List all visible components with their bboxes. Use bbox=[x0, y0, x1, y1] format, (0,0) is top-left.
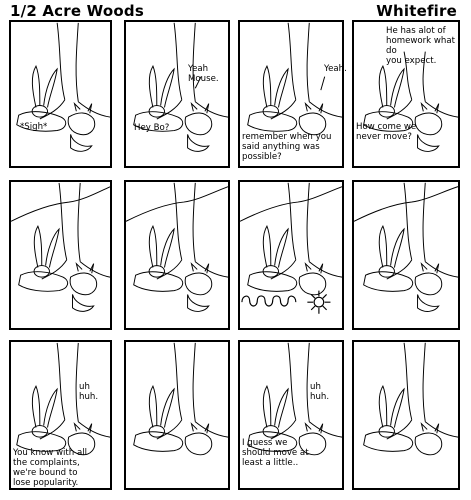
rabbit-fox-tree-drawing bbox=[11, 22, 110, 166]
panel-1-3 bbox=[238, 20, 347, 168]
panel-1-1-caption: *Sigh* bbox=[20, 122, 48, 132]
spring-coil-icon bbox=[242, 296, 296, 306]
panel-1-2-speech-yeah-mouse: Yeah Mouse. bbox=[188, 64, 219, 84]
panel-2-3 bbox=[238, 180, 344, 330]
rabbit-fox-tree-drawing bbox=[126, 342, 228, 488]
rabbit-fox-tree-drawing bbox=[126, 182, 228, 328]
panel-1-3-speech-yeah: Yeah. bbox=[324, 64, 347, 74]
panel-3-3 bbox=[238, 340, 344, 490]
rabbit-fox-tree-drawing bbox=[354, 182, 458, 328]
panel-3-3-speech-move-little: I guess we should move at least a little.. bbox=[242, 438, 309, 468]
panel-3-1-speech-uh-huh: uh huh. bbox=[79, 382, 99, 402]
panel-3-1-speech-complaints: You know with all the complaints, we're bound to lose popularity. bbox=[13, 448, 87, 488]
panel-3-2 bbox=[124, 340, 230, 490]
panel-2-2 bbox=[124, 180, 230, 330]
panel-1-2-speech-hey-bo: Hey Bo? bbox=[134, 123, 170, 133]
panel-3-4 bbox=[352, 340, 460, 490]
comic-title: 1/2 Acre Woods bbox=[10, 2, 144, 20]
panel-1-4 bbox=[352, 20, 460, 168]
panel-2-4 bbox=[352, 180, 460, 330]
panel-1-4-speech-homework: He has alot of homework what do you expect. bbox=[386, 26, 456, 66]
panel-1-2 bbox=[124, 20, 230, 168]
rabbit-fox-tree-drawing bbox=[354, 342, 458, 488]
panel-3-1 bbox=[9, 340, 112, 490]
panel-1-1 bbox=[9, 20, 112, 168]
rabbit-fox-tree-drawing bbox=[240, 182, 342, 328]
rabbit-fox-tree-drawing bbox=[126, 22, 228, 166]
rabbit-fox-tree-drawing bbox=[11, 182, 110, 328]
panel-2-1 bbox=[9, 180, 112, 330]
comic-author: Whitefire bbox=[376, 2, 457, 20]
panel-1-3-speech-remember: remember when you said anything was possible? bbox=[242, 132, 332, 162]
panel-3-3-speech-uh-huh: uh huh. bbox=[310, 382, 330, 402]
panel-1-4-speech-never-move: How come we never move? bbox=[356, 122, 417, 142]
